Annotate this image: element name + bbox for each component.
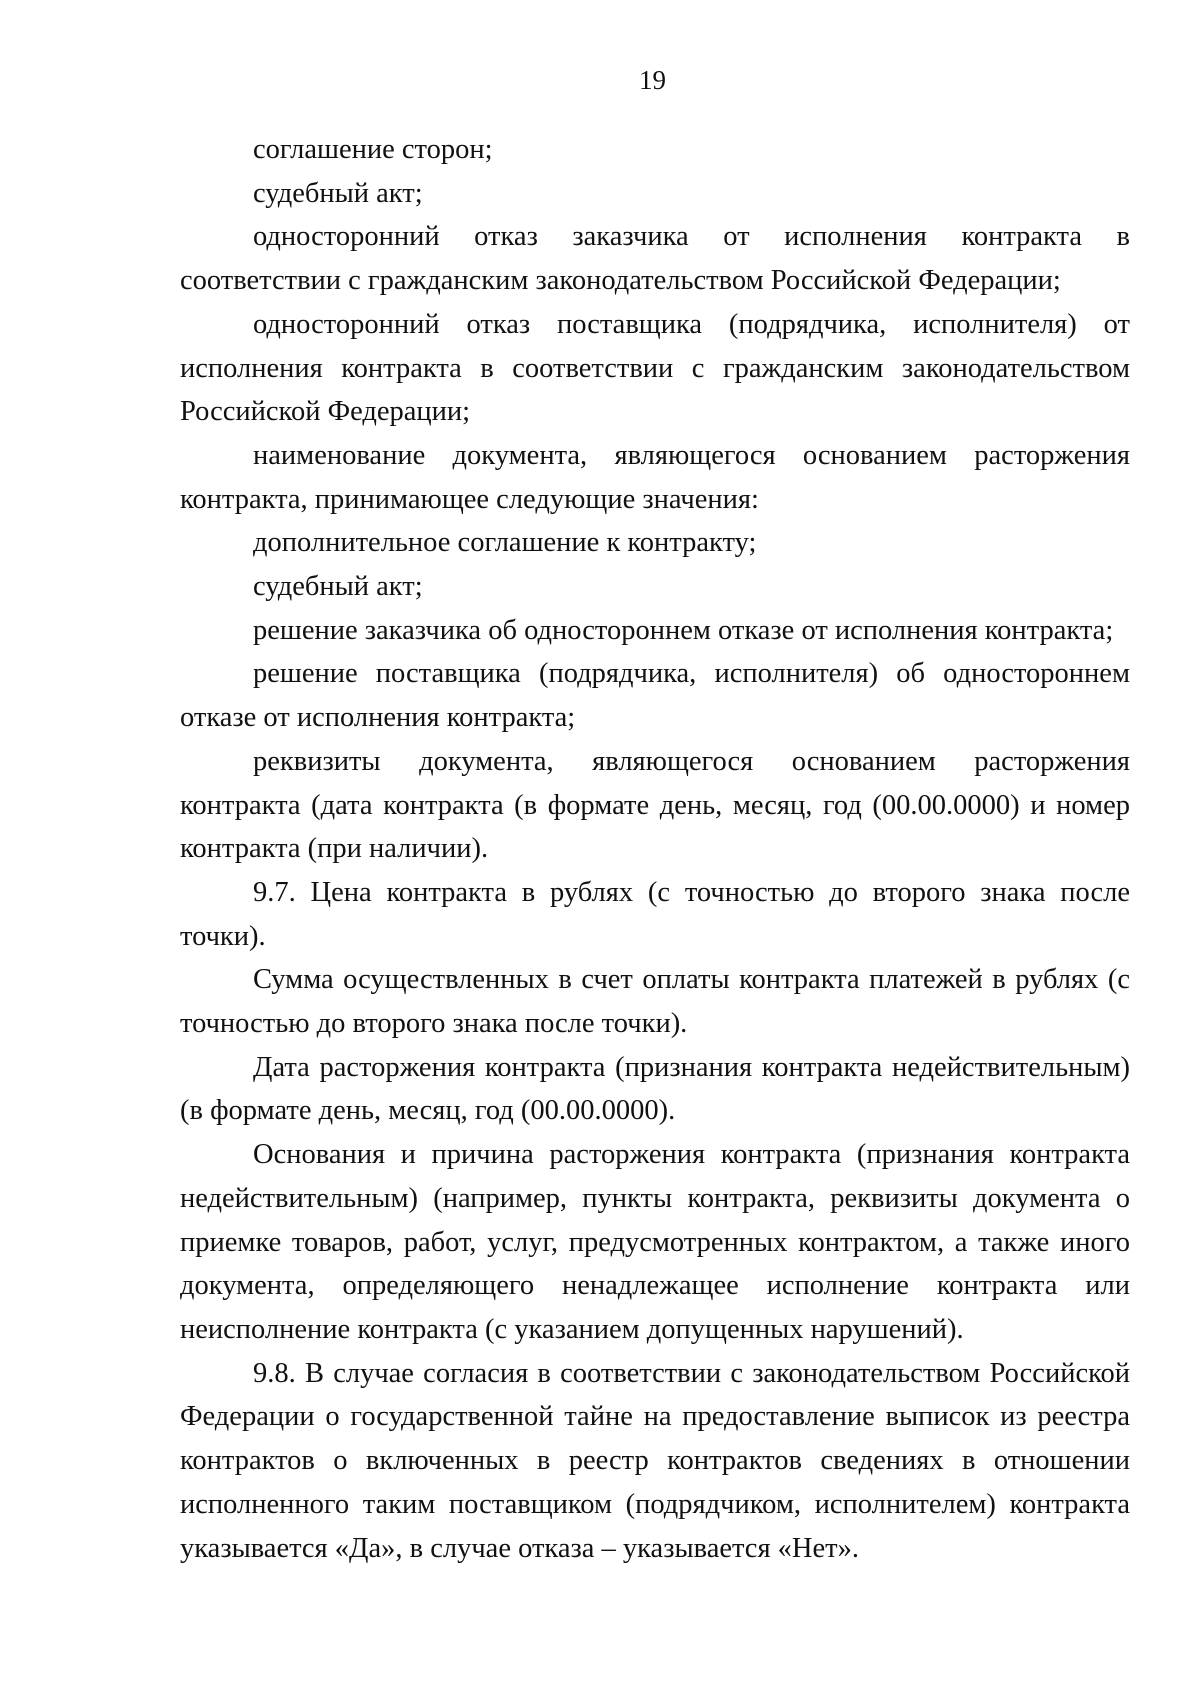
paragraph-6: дополнительное соглашение к контракту; xyxy=(253,527,757,559)
paragraph-1: соглашение сторон; xyxy=(253,134,493,165)
paragraph-2: судебный акт; xyxy=(253,177,423,209)
paragraph-15: 9.8. В случае согласия в соответствии с законодательством Российской Федерации о государственной тайне на предоставление выписок из реестра контрактов о включенных в реестр контрактов сведениях в отношении исполненного таким поставщиком (подрядчиком, исполнителем) контракта указывается «Да», в случае отказа – указывается «Нет». xyxy=(180,1357,1130,1564)
document-body xyxy=(180,128,1130,1570)
page-number: 19 xyxy=(639,65,666,95)
paragraph-14: Основания и причина расторжения контракта (признания контракта недействительным) (например, пункты контракта, реквизиты документа о приемке товаров, работ, услуг, предусмотренных контрактом, а также иного документа, определяющего ненадлежащее исполнение контракта или неисполнение контракта (с указанием допущенных нарушений). xyxy=(180,1139,1130,1345)
paragraph-5: наименование документа, являющегося основанием расторжения контракта, принимающее следующие значения: xyxy=(180,439,1130,515)
paragraph-9: решение поставщика (подрядчика, исполнителя) об одностороннем отказе от исполнения контракта; xyxy=(180,658,1130,734)
paragraph-3: односторонний отказ заказчика от исполнения контракта в соответствии с гражданским законодательством Российской Федерации; xyxy=(180,221,1130,297)
paragraph-8: решение заказчика об одностороннем отказе от исполнения контракта; xyxy=(253,614,1114,646)
paragraph-13: Дата расторжения контракта (признания контракта недействительным) (в формате день, месяц, год (00.00.0000). xyxy=(180,1051,1130,1127)
paragraph-11: 9.7. Цена контракта в рублях (с точностью до второго знака после точки). xyxy=(180,876,1130,952)
paragraph-12: Сумма осуществленных в счет оплаты контракта платежей в рублях (с точностью до второго знака после точки). xyxy=(180,964,1130,1040)
paragraph-4: односторонний отказ поставщика (подрядчика, исполнителя) от исполнения контракта в соответствии с гражданским законодательством Российской Федерации; xyxy=(180,308,1130,428)
paragraph-7: судебный акт; xyxy=(253,571,423,603)
paragraph-10: реквизиты документа, являющегося основанием расторжения контракта (дата контракта (в формате день, месяц, год (00.00.0000) и номер контракта (при наличии). xyxy=(180,745,1130,865)
